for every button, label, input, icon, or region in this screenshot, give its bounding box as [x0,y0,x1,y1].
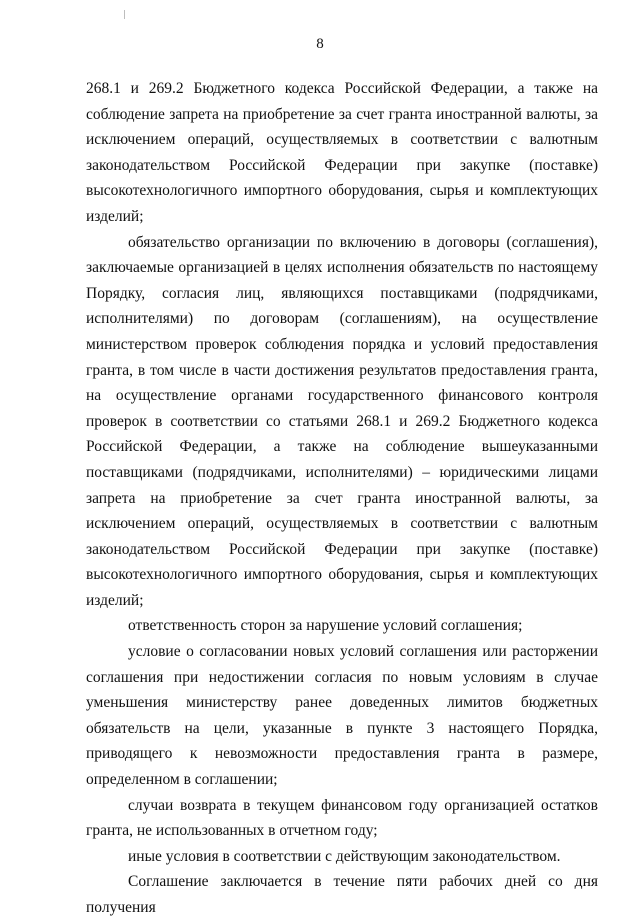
paragraph-6: иные условия в соответствии с действующим законодательством. [128,847,561,865]
paragraph-1: 268.1 и 269.2 Бюджетного кодекса Российской Федерации, а также на соблюдение запрета на приобретение за счет гранта иностранной валюты, за исключением операций, осуществляемых в соответствии с валютным законодательством Российской Федерации при закупке (поставке) высокотехнологичного импортного оборудования, сырья и комплектующих изделий; [86,80,598,225]
scan-margin-mark [124,10,125,19]
paragraph-5: случаи возврата в текущем финансовом году организацией остатков гранта, не использованных в отчетном году; [86,796,598,840]
paragraph-4: условие о согласовании новых условий соглашения или расторжении соглашения при недостижении согласия по новым условиям в случае уменьшения министерству ранее доведенных лимитов бюджетных обязательств на цели, указанные в пункте 3 настоящего Порядка, приводящего к невозможности предоставления гранта в размере, определенном в соглашении; [86,643,598,789]
paragraph-3: ответственность сторон за нарушение условий соглашения; [128,617,523,635]
page-number: 8 [316,36,324,52]
paragraph-7: Соглашение заключается в течение пяти рабочих дней со дня получения [86,873,598,916]
body-text [86,76,598,921]
paragraph-2: обязательство организации по включению в договоры (соглашения), заключаемые организацией в целях исполнения обязательств по настоящему Порядку, согласия лиц, являющихся поставщиками (подрядчиками, исполнителями) по договорам (соглашениям), на осуществление министерством проверок соблюдения порядка и условий предоставления гранта, в том числе в части достижения результатов предоставления гранта, на осуществление органами государственного финансового контроля проверок в соответствии со статьями 268.1 и 269.2 Бюджетного кодекса Российской Федерации, а также на соблюдение вышеуказанными поставщиками (подрядчиками, исполнителями) – юридическими лицами запрета на приобретение за счет гранта иностранной валюты, за исключением операций, осуществляемых в соответствии с валютным законодательством Российской Федерации при закупке (поставке) высокотехнологичного импортного оборудования, сырья и комплектующих изделий; [86,233,598,609]
